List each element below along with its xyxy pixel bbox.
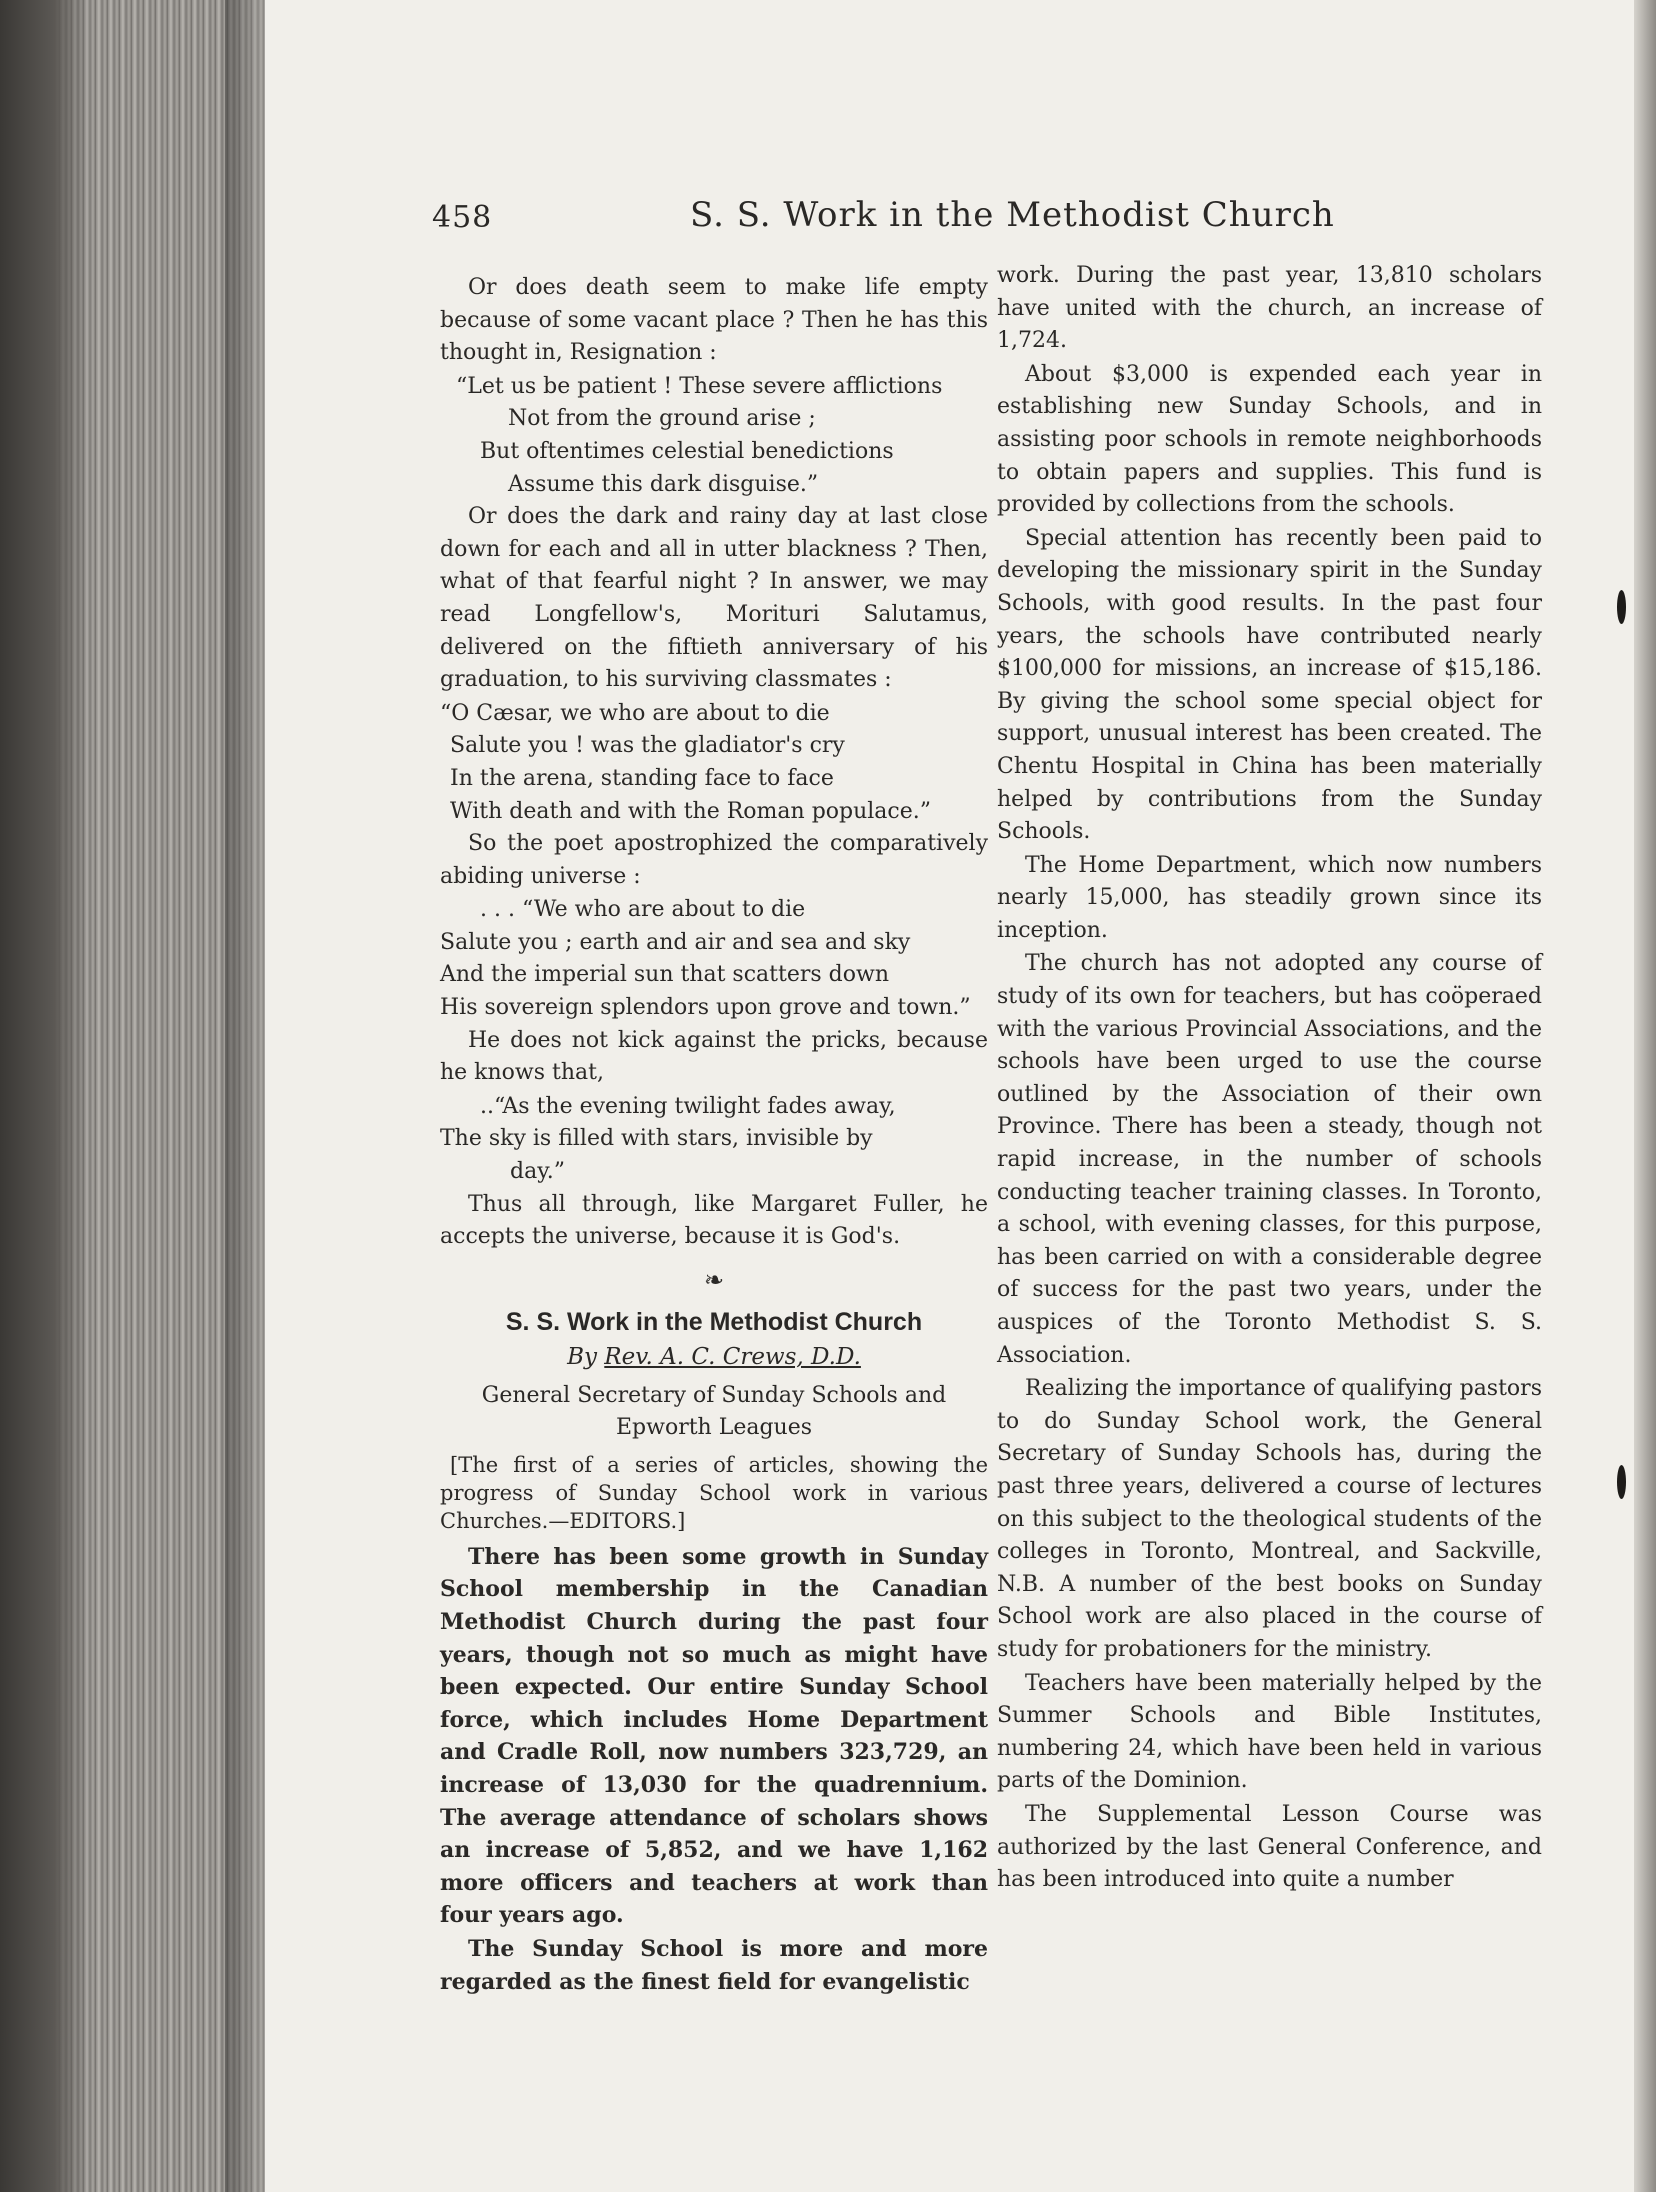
paragraph: work. During the past year, 13,810 scholars have united with the church, an increase of 1,724. bbox=[997, 263, 1542, 354]
article-title: S. S. Work in the Methodist Church bbox=[505, 1308, 923, 1337]
paragraph: He does not kick against the pricks, because he knows that, bbox=[440, 1027, 988, 1086]
paragraph: The Supplemental Lesson Course was authorized by the last General Conference, and has been introduced into quite a number bbox=[997, 1801, 1542, 1893]
margin-mark bbox=[1617, 590, 1626, 624]
running-head: S. S. Work in the Methodist Church bbox=[690, 195, 1335, 235]
page-right-edge bbox=[1634, 0, 1656, 2192]
paragraph: The Sunday School is more and more regarded as the finest field for evangelistic bbox=[440, 1935, 988, 1995]
page-number: 458 bbox=[432, 200, 493, 235]
paragraph: Teachers have been materially helped by the Summer Schools and Bible Institutes, numbering 24, which have been held in various parts of the Dominion. bbox=[997, 1670, 1542, 1794]
paragraph: The Home Department, which now numbers nearly 15,000, has steadily grown since its inception. bbox=[997, 852, 1542, 943]
paragraph: So the poet apostrophized the comparatively abiding universe : bbox=[440, 831, 988, 889]
verse-line: His sovereign splendors upon grove and town.” bbox=[440, 995, 971, 1021]
paragraph: Or does the dark and rainy day at last close down for each and all in utter blackness ? Then, what of that fearful night ? In answer, we may read Longfellow's, Morituri Salutamus, delivered on the fiftieth anniversary of his graduation, to his surviving classmates : bbox=[440, 504, 988, 693]
verse-line: day.” bbox=[510, 1159, 565, 1185]
binding-shadow bbox=[0, 0, 90, 2192]
paragraph: The church has not adopted any course of study of its own for teachers, but has coöperaed with the various Provincial Associations, and the schools have been urged to use the course outlined by the Association of their own Province. There has been a steady, though not rapid increase, in the number of schools conducting teacher training classes. In Toronto, a school, with evening classes, for this purpose, has been carried on with a considerable degree of success for the past two years, under the auspices of the Toronto Methodist S. S. Association. bbox=[997, 951, 1542, 1368]
paragraph: Or does death seem to make life empty because of some vacant place ? Then he has this thought in, Resignation : bbox=[440, 275, 988, 366]
verse-line: But oftentimes celestial benedictions bbox=[480, 438, 894, 464]
verse-line: “Let us be patient ! These severe afflictions bbox=[456, 373, 943, 399]
right-column bbox=[997, 260, 1542, 1898]
verse-resignation bbox=[440, 371, 988, 501]
verse-line: . . . “We who are about to die bbox=[480, 897, 806, 923]
paragraph: Thus all through, like Margaret Fuller, he accepts the universe, because it is God's. bbox=[440, 1191, 988, 1250]
paragraph: Realizing the importance of qualifying pastors to do Sunday School work, the General Secretary of Sunday Schools has, during the past three years, delivered a course of lectures on this subject to the theological students of the colleges in Toronto, Montreal, and Sackville, N.B. A number of the best books on Sunday School work are also placed in the course of study for probationers for the ministry. bbox=[997, 1376, 1542, 1662]
verse-line: Not from the ground arise ; bbox=[508, 406, 816, 432]
verse-salute bbox=[440, 894, 988, 1024]
verse-line: “O Cæsar, we who are about to die bbox=[440, 700, 830, 726]
editor-note: [The first of a series of articles, showing the progress of Sunday School work in various Churches.—EDITORS.] bbox=[440, 1452, 988, 1533]
byline bbox=[440, 1341, 988, 1374]
verse-line: ..“As the evening twilight fades away, bbox=[480, 1093, 896, 1119]
verse-line: Assume this dark disguise.” bbox=[508, 471, 819, 497]
verse-line: In the arena, standing face to face bbox=[450, 765, 834, 791]
byline-author: Rev. A. C. Crews, D.D. bbox=[604, 1344, 861, 1370]
section-ornament: ❧ bbox=[703, 1265, 725, 1294]
verse-line: Salute you ; earth and air and sea and sky bbox=[440, 929, 911, 955]
verse-morituri bbox=[440, 698, 988, 828]
verse-line: The sky is filled with stars, invisible by bbox=[440, 1126, 873, 1152]
paragraph: Special attention has recently been paid to developing the missionary spirit in the Sunday Schools, with good results. In the past four years, the schools have contributed nearly $100,000 for missions, an increase of $15,186. By giving the school some special object for support, unusual interest has been created. The Chentu Hospital in China has been materially helped by contributions from the Sunday Schools. bbox=[997, 525, 1542, 845]
author-affiliation: General Secretary of Sunday Schools and Epworth Leagues bbox=[481, 1382, 947, 1441]
paragraph: There has been some growth in Sunday School membership in the Canadian Methodist Church during the past four years, though not so much as might have been expected. Our entire Sunday School force, which includes Home Department and Cradle Roll, now numbers 323,729, an increase of 13,030 for the quadrennium. The average attendance of scholars shows an increase of 5,852, and we have 1,162 more officers and teachers at work than four years ago. bbox=[440, 1543, 988, 1929]
margin-mark bbox=[1617, 1465, 1626, 1499]
verse-line: Salute you ! was the gladiator's cry bbox=[450, 733, 845, 759]
left-column bbox=[440, 272, 988, 1999]
verse-twilight bbox=[440, 1091, 988, 1189]
verse-line: And the imperial sun that scatters down bbox=[440, 962, 889, 988]
byline-prefix: By bbox=[567, 1344, 605, 1370]
verse-line: With death and with the Roman populace.” bbox=[450, 798, 932, 824]
paragraph: About $3,000 is expended each year in establishing new Sunday Schools, and in assisting poor schools in remote neighborhoods to obtain papers and supplies. This fund is provided by collections from the schools. bbox=[997, 361, 1542, 518]
